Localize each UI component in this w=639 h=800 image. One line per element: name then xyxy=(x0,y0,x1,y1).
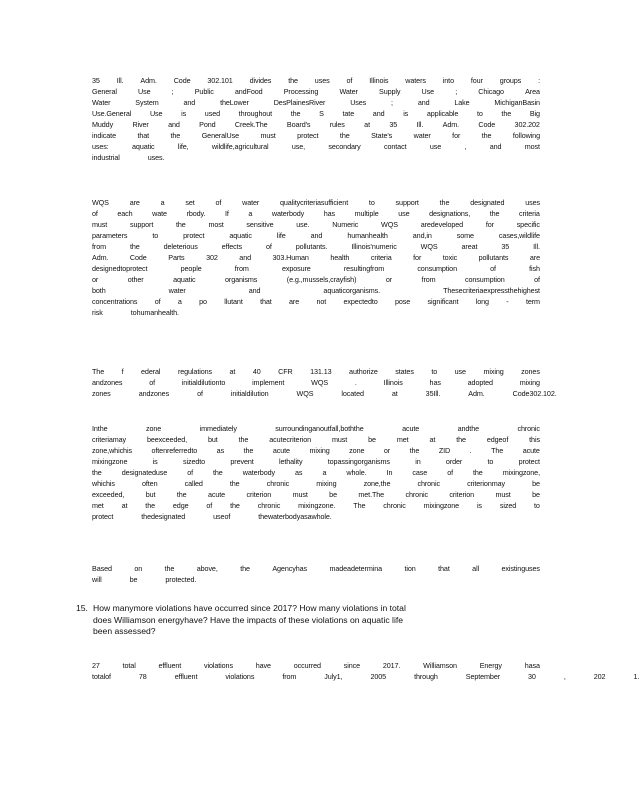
text-line: zone,whichis oftenreferredto as the acute mixing zone or the ZID . The acute xyxy=(92,446,540,455)
text-line: andzones of initialdilutionto implement WQS . Illinois has adopted mixing xyxy=(92,378,540,387)
text-line: from the deleterious effects of pollutants. Illinois'numeric WQS areat 35 Ill. xyxy=(92,242,540,251)
question-line: been assessed? xyxy=(93,626,156,636)
answer-paragraph xyxy=(92,660,639,682)
text-line: Based on the above, the Agencyhas madeadetermina tion that all existinguses xyxy=(92,564,540,573)
question-line: How manymore violations have occurred since 2017? How many violations in total xyxy=(93,603,406,613)
text-line: indicate that the GeneralUse must protect the State's water for the following xyxy=(92,131,540,140)
text-line: Muddy River and Pond Creek.The Board's rules at 35 Ill. Adm. Code 302.202 xyxy=(92,120,540,129)
text-line: or other aquatic organisms (e.g.,mussels,crayfish) or from consumption of xyxy=(92,275,540,284)
paragraph-wqs-definition xyxy=(92,197,540,318)
text-line: Use.General Use is used throughout the S tate and is applicable to the Big xyxy=(92,109,540,118)
text-line: 27 total effluent violations have occurred since 2017. Williamson Energy hasa xyxy=(92,661,540,670)
text-line: met at the edge of the chronic mixingzone. The chronic mixingzone is sized to xyxy=(92,501,540,510)
text-line: totalof 78 effluent violations from July1, 2005 through September 30 , 202 1. xyxy=(92,672,639,681)
paragraph-agency-determination xyxy=(92,563,540,585)
question-number: 15. xyxy=(76,603,88,613)
text-line: both water and aquaticorganisms. Thesecriteriaexpressthehighest xyxy=(92,286,540,295)
text-line: designedtoprotect people from exposure resultingfrom consumption of fish xyxy=(92,264,540,273)
text-line: the designateduse of the waterbody as a whole. In case of the mixingzone, xyxy=(92,468,540,477)
text-line: criteriamay beexceeded, but the acutecriterion must be met at the edgeof this xyxy=(92,435,540,444)
text-line: protect thedesignated useof thewaterbodyasawhole. xyxy=(92,512,332,521)
text-line: uses: aquatic life, wildlife,agricultural use, secondary contact use , and most xyxy=(92,142,540,151)
text-line: parameters to protect aquatic life and humanhealth and,in some cases,wildlife xyxy=(92,231,540,240)
text-line: risk tohumanhealth. xyxy=(92,308,179,317)
text-line: 35 Ill. Adm. Code 302.101 divides the uses of Illinois waters into four groups : xyxy=(92,76,540,85)
text-line: The f ederal regulations at 40 CFR 131.13 authorize states to use mixing zones xyxy=(92,367,540,376)
text-line: must support the most sensitive use. Numeric WQS aredeveloped for specific xyxy=(92,220,540,229)
text-line: exceeded, but the acute criterion must be met.The chronic criterion must be xyxy=(92,490,540,499)
text-line: concentrations of a po llutant that are not expectedto pose significant long - term xyxy=(92,297,540,306)
paragraph-water-use-groups xyxy=(92,75,540,163)
text-line: Inthe zone immediately surroundinganoutfall,boththe acute andthe chronic xyxy=(92,424,540,433)
question-text xyxy=(93,603,533,638)
question-line: does Williamson energyhave? Have the impacts of these violations on aquatic life xyxy=(93,614,404,625)
text-line: whichis often called the chronic mixing zone,the chronic criterionmay be xyxy=(92,479,540,488)
text-line: Water System and theLower DesPlainesRiver Uses ; and Lake MichiganBasin xyxy=(92,98,540,107)
text-line: zones andzones of initialdilution WQS located at 35Ill. Adm. Code302.102. xyxy=(92,389,557,398)
paragraph-mixing-zone-regulations xyxy=(92,366,557,399)
text-line: of each wate rbody. If a waterbody has multiple use designations, the criteria xyxy=(92,209,540,218)
text-line: mixingzone is sizedto prevent lethality topassingorganisms in order to protect xyxy=(92,457,540,466)
text-line: will be protected. xyxy=(92,575,197,584)
text-line: WQS are a set of water qualitycriteriasufficient to support the designated uses xyxy=(92,198,540,207)
text-line: industrial uses. xyxy=(92,153,165,162)
paragraph-acute-chronic-criteria xyxy=(92,423,540,522)
text-line: General Use ; Public andFood Processing Water Supply Use ; Chicago Area xyxy=(92,87,540,96)
text-line: Adm. Code Parts 302 and 303.Human health criteria for toxic pollutants are xyxy=(92,253,540,262)
